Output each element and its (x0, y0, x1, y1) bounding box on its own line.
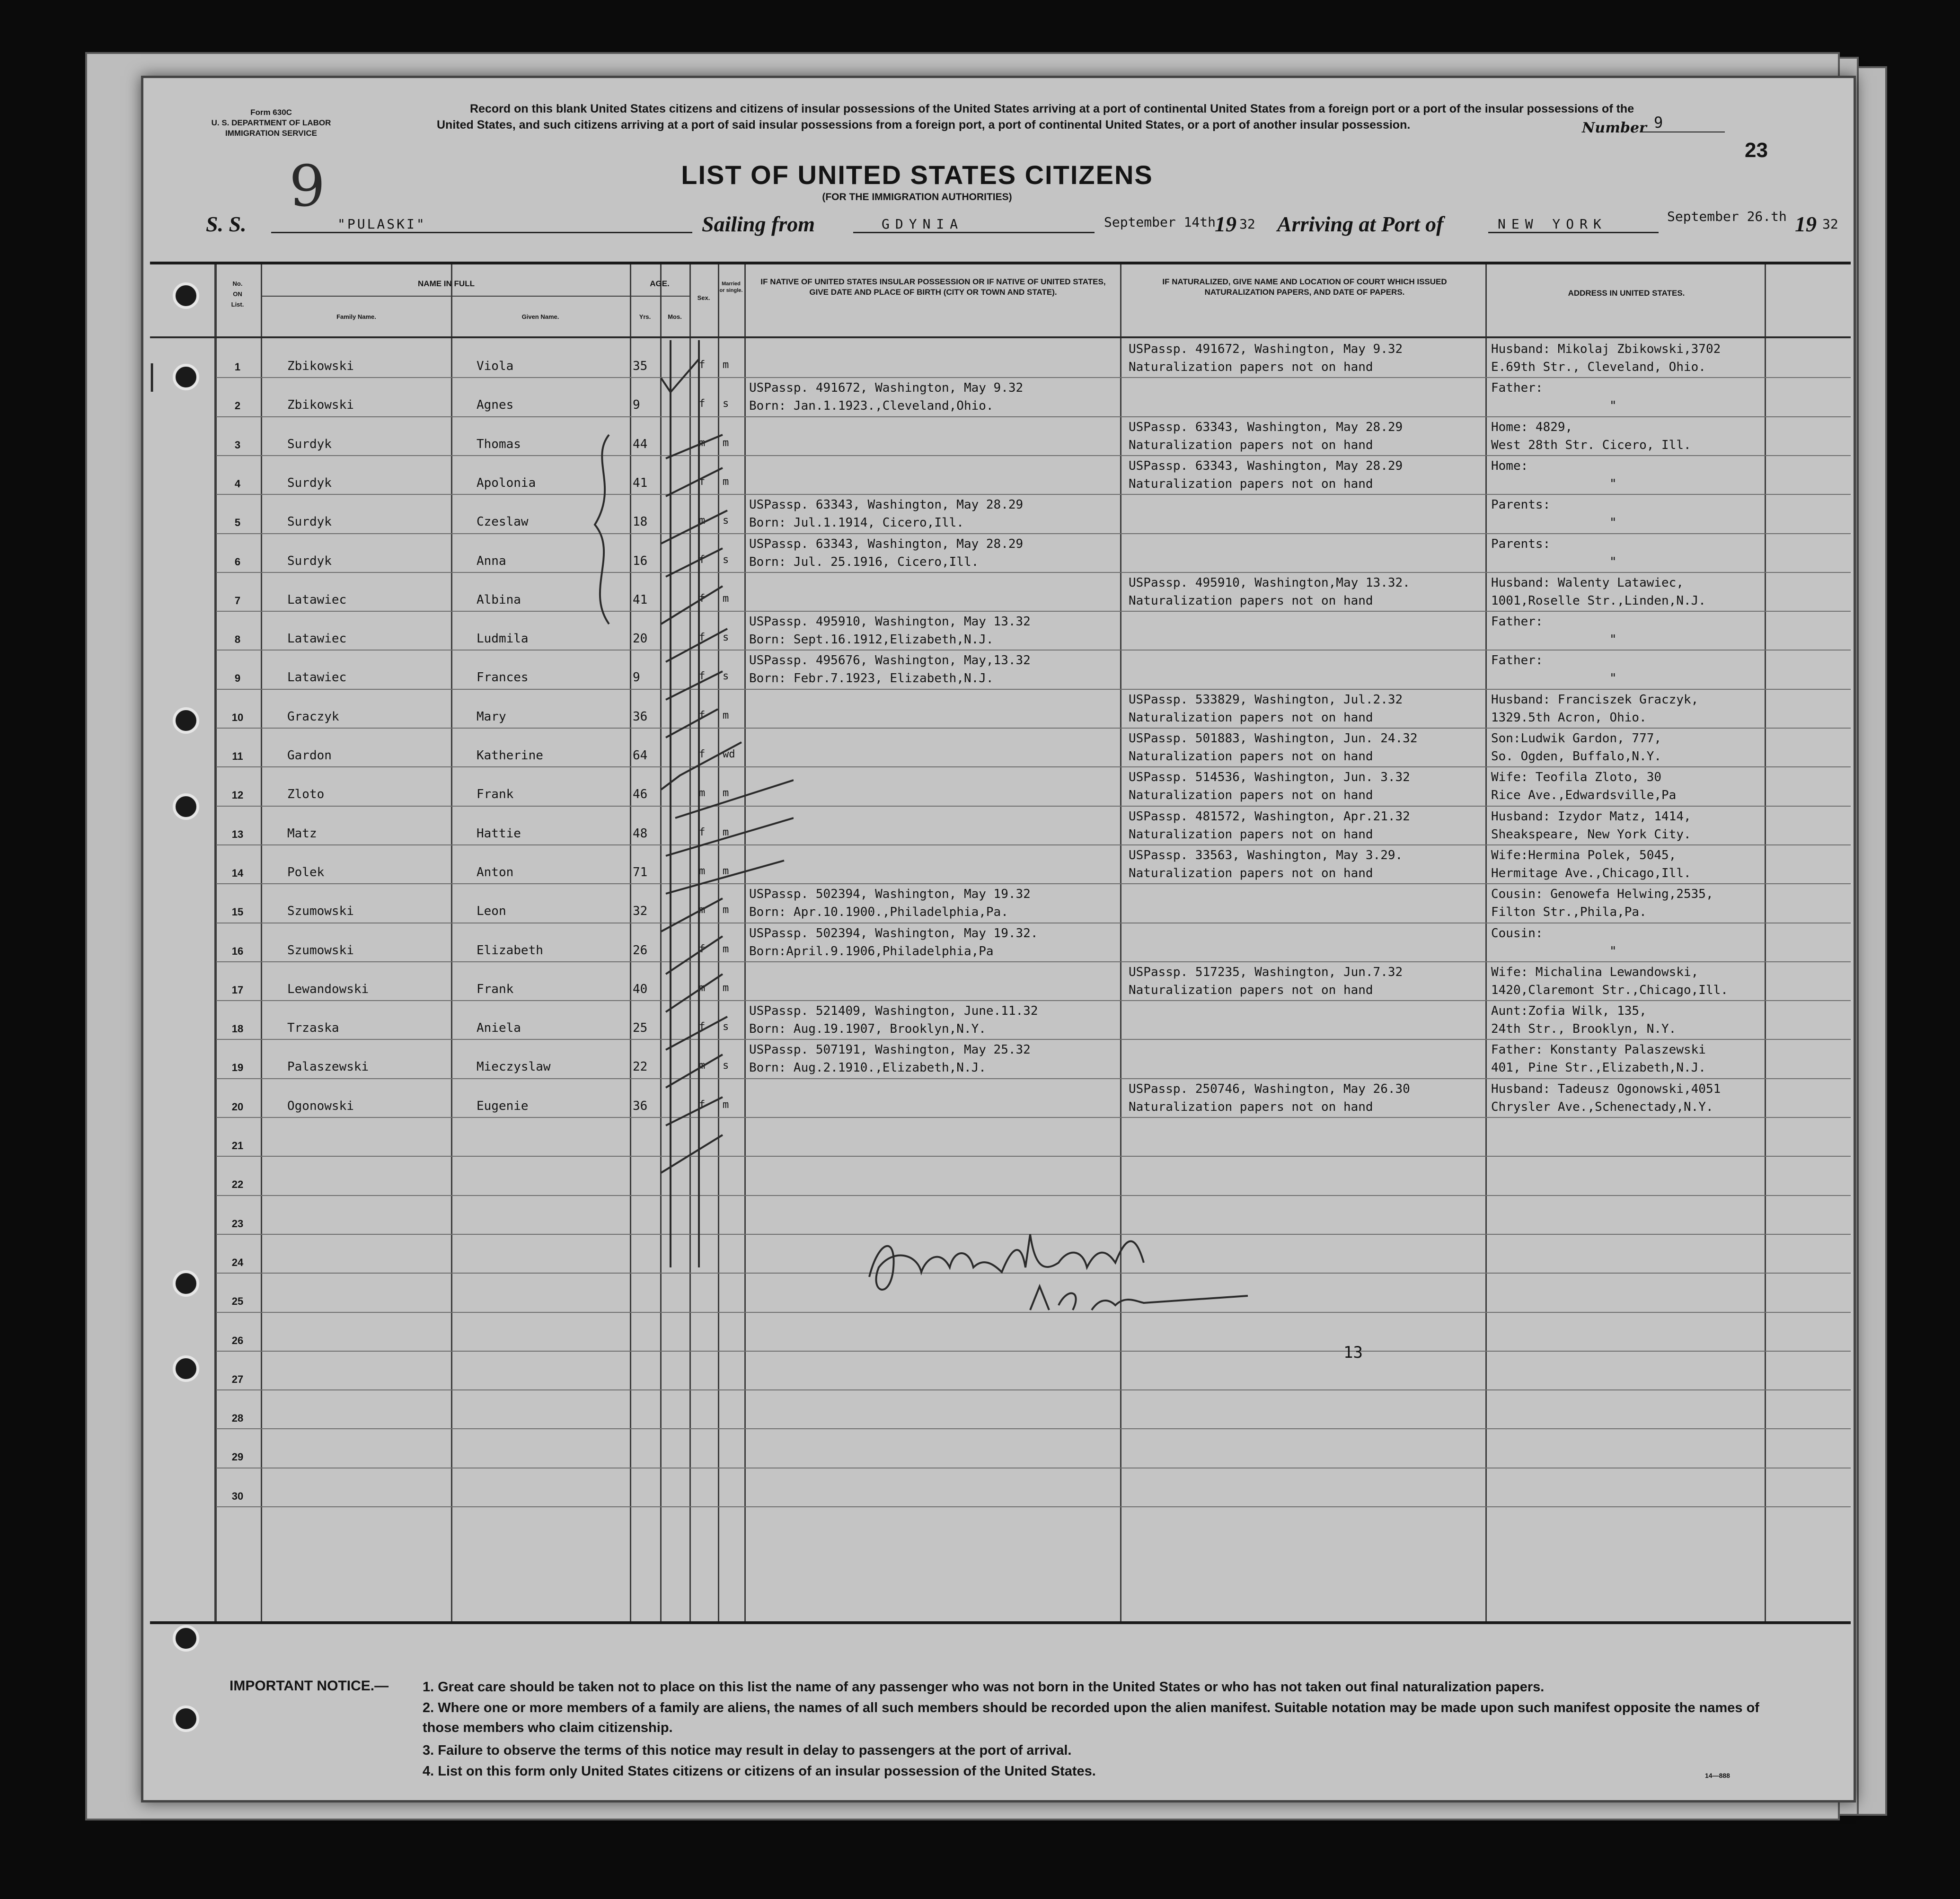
row-divider (216, 572, 1851, 573)
naturalization-cell: Naturalization papers not on hand (1129, 360, 1373, 374)
age-cell: 25 (633, 1021, 648, 1036)
row-divider (216, 961, 1851, 962)
age-cell: 40 (633, 982, 648, 996)
given-name-cell: Thomas (477, 437, 521, 451)
form-instructions: Record on this blank United States citizens and citizens of insular possessions of the United States arriving at a port of continental United States from a foreign port or a port of the insular possessions of the United States, and such citizens arriving at a port of said insular possessions from a foreign port, a port of continental United States, or a port of another insular possession. (437, 102, 1634, 132)
age-cell: 22 (633, 1060, 648, 1074)
naturalization-cell: Naturalization papers not on hand (1129, 827, 1373, 842)
sex-cell: m (699, 982, 706, 994)
given-name-cell: Mary (477, 709, 506, 724)
row-divider (216, 1389, 1851, 1390)
service-name: IMMIGRATION SERVICE (225, 129, 317, 138)
header-married-or-single: Married or single. (719, 281, 743, 293)
marital-status-cell: s (723, 398, 729, 410)
birth-info-cell: Born: Sept.16.1912,Elizabeth,N.J. (749, 633, 994, 647)
sex-cell: f (699, 554, 706, 566)
address-cell: Cousin: Genowefa Helwing,2535, (1491, 887, 1713, 902)
naturalization-cell: Naturalization papers not on hand (1129, 710, 1373, 725)
birth-info-cell: Born: Jul.1.1914, Cicero,Ill. (749, 516, 964, 530)
row-divider (216, 494, 1851, 495)
address-cell: Wife: Michalina Lewandowski, (1491, 965, 1699, 979)
birth-info-cell: USPassp. 521409, Washington, June.11.32 (749, 1004, 1038, 1019)
row-divider (216, 1156, 1851, 1157)
address-cell: 1329.5th Acron, Ohio. (1491, 710, 1647, 725)
age-cell: 35 (633, 359, 648, 373)
given-name-cell: Frances (477, 670, 529, 685)
marital-status-cell: m (723, 359, 729, 371)
address-cell: Chrysler Ave.,Schenectady,N.Y. (1491, 1099, 1713, 1114)
birth-info-cell: USPassp. 63343, Washington, May 28.29 (749, 498, 1024, 512)
row-number: 27 (231, 1373, 244, 1385)
sex-cell: f (699, 398, 706, 410)
age-cell: 36 (633, 709, 648, 724)
naturalization-cell: USPassp. 481572, Washington, Apr.21.32 (1129, 809, 1410, 824)
family-name-cell: Surdyk (287, 475, 332, 490)
marital-status-cell: s (723, 632, 729, 644)
row-number: 18 (231, 1023, 244, 1035)
age-cell: 41 (633, 592, 648, 607)
sailing-year-prefix: 19 (1215, 212, 1236, 236)
birth-info-cell: Born: Apr.10.1900.,Philadelphia,Pa. (749, 905, 1008, 920)
row-divider (216, 377, 1851, 378)
form-identifier (200, 107, 342, 139)
row-divider (216, 883, 1851, 884)
address-cell: Wife:Hermina Polek, 5045, (1491, 848, 1677, 862)
number-label: Number (1582, 120, 1647, 136)
address-cell: Rice Ave.,Edwardsville,Pa (1491, 788, 1677, 803)
row-number: 22 (231, 1178, 244, 1191)
page-number: 23 (1745, 139, 1768, 162)
address-cell: Parents: (1491, 498, 1551, 512)
given-name-cell: Ludmila (477, 632, 529, 646)
marital-status-cell: m (723, 943, 729, 955)
row-number: 11 (232, 750, 243, 762)
given-name-cell: Leon (477, 904, 506, 919)
address-cell: 24th Str., Brooklyn, N.Y. (1491, 1022, 1677, 1037)
header-mos: Mos. (668, 313, 682, 320)
age-cell: 41 (633, 475, 648, 490)
marital-status-cell: m (723, 709, 729, 721)
sex-cell: f (699, 748, 706, 760)
address-cell: Filton Str.,Phila,Pa. (1491, 905, 1647, 920)
age-cell: 26 (633, 943, 648, 958)
row-number: 12 (231, 789, 244, 801)
naturalization-cell: USPassp. 63343, Washington, May 28.29 (1129, 458, 1403, 473)
address-cell: Husband: Izydor Matz, 1414, (1491, 809, 1691, 824)
important-notice-label: IMPORTANT NOTICE.— (230, 1678, 389, 1694)
row-number: 19 (231, 1062, 244, 1074)
family-name-cell: Surdyk (287, 515, 332, 529)
sex-cell: m (699, 1060, 706, 1072)
row-number: 23 (231, 1217, 244, 1230)
address-cell: 401, Pine Str.,Elizabeth,N.J. (1491, 1061, 1706, 1075)
birth-info-cell: Born:April.9.1906,Philadelphia,Pa (749, 944, 994, 958)
given-name-cell: Elizabeth (477, 943, 543, 958)
naturalization-cell: Naturalization papers not on hand (1129, 788, 1373, 803)
given-name-cell: Katherine (477, 748, 543, 763)
row-number: 16 (231, 945, 244, 957)
given-name-cell: Anton (477, 865, 514, 879)
row-number: 17 (231, 984, 244, 996)
sex-cell: f (699, 670, 706, 683)
address-cell: Husband: Mikolaj Zbikowski,3702 (1491, 342, 1721, 356)
given-name-cell: Frank (477, 787, 514, 802)
manifest-page (141, 76, 1856, 1802)
row-number: 10 (231, 711, 244, 723)
notice-item-1: 1. Great care should be taken not to place on this list the name of any passenger who was not born in the United States or who has not taken out final naturalization papers. (423, 1679, 1545, 1695)
sex-cell: f (699, 826, 706, 838)
handwritten-list-number: 9 (289, 154, 326, 220)
header-yrs: Yrs. (639, 313, 651, 320)
sailing-year: 32 (1239, 216, 1255, 232)
age-cell: 32 (633, 904, 648, 919)
row-divider (216, 1000, 1851, 1001)
department-name: U. S. DEPARTMENT OF LABOR (211, 118, 331, 127)
address-cell: " (1609, 554, 1617, 569)
given-name-cell: Hattie (477, 826, 521, 841)
sailing-date: September 14th (1104, 214, 1216, 230)
address-cell: Husband: Tadeusz Ogonowski,4051 (1491, 1081, 1721, 1096)
marital-status-cell: m (723, 475, 729, 488)
age-cell: 64 (633, 748, 648, 763)
sex-cell: f (699, 359, 706, 371)
family-name-cell: Trzaska (287, 1021, 339, 1036)
header-age: AGE. (650, 279, 670, 288)
address-cell: Hermitage Ave.,Chicago,Ill. (1491, 866, 1691, 880)
marital-status-cell: wd (723, 748, 735, 760)
sex-cell: m (699, 904, 706, 916)
address-cell: " (1609, 399, 1617, 413)
row-divider (216, 766, 1851, 767)
address-cell: E.69th Str., Cleveland, Ohio. (1491, 360, 1706, 374)
marital-status-cell: s (723, 670, 729, 683)
row-number: 1 (234, 361, 241, 373)
passenger-table (147, 262, 1851, 1624)
naturalization-cell: USPassp. 517235, Washington, Jun.7.32 (1129, 965, 1403, 979)
binder-hole (173, 1625, 199, 1652)
address-cell: West 28th Str. Cicero, Ill. (1491, 438, 1691, 452)
header-naturalization: IF NATURALIZED, GIVE NAME AND LOCATION OF COURT WHICH ISSUED NATURALIZATION PAPERS, AND DATE OF PAPERS. (1162, 277, 1447, 297)
address-cell: Home: (1491, 458, 1528, 473)
address-cell: " (1609, 516, 1617, 530)
family-name-cell: Palaszewski (287, 1060, 369, 1074)
stray-mark: 13 (1343, 1343, 1363, 1362)
row-number: 28 (231, 1412, 244, 1424)
family-name-cell: Surdyk (287, 554, 332, 568)
birth-info-cell: Born: Aug.19.1907, Brooklyn,N.Y. (749, 1022, 986, 1037)
sex-cell: m (699, 437, 706, 449)
family-name-cell: Lewandowski (287, 982, 369, 996)
row-number: 14 (231, 867, 244, 879)
age-cell: 44 (633, 437, 648, 451)
sex-cell: f (699, 632, 706, 644)
row-divider (216, 1195, 1851, 1196)
address-cell: Husband: Walenty Latawiec, (1491, 575, 1684, 590)
notice-item-2: 2. Where one or more members of a family are aliens, the names of all such members should be recorded upon the alien manifest. Suitable notation may be made upon such manifest opposite the names of those members who claim citizenship. (423, 1700, 1759, 1735)
naturalization-cell: USPassp. 501883, Washington, Jun. 24.32 (1129, 731, 1418, 746)
row-number: 24 (231, 1256, 244, 1268)
sex-cell: f (699, 943, 706, 955)
family-name-cell: Gardon (287, 748, 332, 763)
arrival-port: NEW YORK (1488, 216, 1659, 233)
page-subtitle: (FOR THE IMMIGRATION AUTHORITIES) (822, 192, 1012, 202)
naturalization-cell: USPassp. 63343, Washington, May 28.29 (1129, 420, 1403, 434)
given-name-cell: Eugenie (477, 1099, 529, 1113)
address-cell: " (1609, 633, 1617, 647)
marital-status-cell: m (723, 982, 729, 994)
naturalization-cell: Naturalization papers not on hand (1129, 438, 1373, 452)
naturalization-cell: USPassp. 514536, Washington, Jun. 3.32 (1129, 770, 1410, 785)
naturalization-cell: Naturalization papers not on hand (1129, 866, 1373, 880)
address-cell: Father: Konstanty Palaszewski (1491, 1043, 1706, 1057)
sex-cell: m (699, 515, 706, 527)
address-cell: 1001,Roselle Str.,Linden,N.J. (1491, 593, 1706, 608)
row-number: 13 (231, 828, 244, 840)
row-divider (216, 728, 1851, 729)
family-name-cell: Latawiec (287, 592, 347, 607)
header-given-name: Given Name. (521, 313, 559, 320)
sex-cell: f (699, 709, 706, 721)
sex-cell: m (699, 865, 706, 877)
handwritten-brace (576, 430, 633, 629)
family-name-cell: Graczyk (287, 709, 339, 724)
family-name-cell: Latawiec (287, 632, 347, 646)
naturalization-cell: USPassp. 33563, Washington, May 3.29. (1129, 848, 1403, 862)
family-name-cell: Latawiec (287, 670, 347, 685)
row-divider (216, 689, 1851, 690)
form-number: Form 630C (250, 108, 292, 117)
family-name-cell: Surdyk (287, 437, 332, 451)
row-divider (216, 650, 1851, 651)
address-cell: Cousin: (1491, 926, 1543, 941)
row-divider (216, 1117, 1851, 1118)
age-cell: 36 (633, 1099, 648, 1113)
birth-info-cell: USPassp. 502394, Washington, May 19.32. (749, 926, 1038, 941)
row-number: 8 (234, 633, 241, 646)
sex-cell: f (699, 1021, 706, 1033)
header-family-name: Family Name. (336, 313, 376, 320)
row-number: 30 (231, 1490, 244, 1502)
given-name-cell: Agnes (477, 398, 514, 413)
sailing-label: Sailing from (702, 212, 815, 236)
birth-info-cell: USPassp. 491672, Washington, May 9.32 (749, 381, 1024, 396)
header-sex: Sex. (697, 294, 710, 301)
marital-status-cell: m (723, 1099, 729, 1111)
sex-cell: f (699, 592, 706, 605)
header-name-in-full: NAME IN FULL (418, 279, 475, 288)
header-address: ADDRESS IN UNITED STATES. (1568, 289, 1685, 298)
ship-name: "PULASKI" (271, 216, 692, 233)
row-number: 15 (231, 906, 244, 918)
sex-cell: f (699, 1099, 706, 1111)
marital-status-cell: m (723, 787, 729, 800)
row-divider (216, 455, 1851, 456)
row-number: 7 (234, 594, 241, 607)
row-divider (216, 806, 1851, 807)
given-name-cell: Albina (477, 592, 521, 607)
row-number: 5 (234, 517, 241, 529)
row-divider (216, 1351, 1851, 1352)
marital-status-cell: s (723, 1021, 729, 1033)
row-number: 26 (231, 1334, 244, 1346)
marital-status-cell: m (723, 826, 729, 838)
handwritten-check-marks (652, 340, 794, 1267)
naturalization-cell: Naturalization papers not on hand (1129, 983, 1373, 997)
naturalization-cell: USPassp. 250746, Washington, May 26.30 (1129, 1081, 1410, 1096)
birth-info-cell: USPassp. 495910, Washington, May 13.32 (749, 615, 1031, 629)
naturalization-cell: Naturalization papers not on hand (1129, 1099, 1373, 1114)
birth-info-cell: USPassp. 502394, Washington, May 19.32 (749, 887, 1031, 902)
address-cell: So. Ogden, Buffalo,N.Y. (1491, 749, 1662, 764)
form-code: 14—888 (1705, 1772, 1730, 1779)
row-number: 9 (234, 672, 241, 685)
sex-cell: m (699, 787, 706, 800)
given-name-cell: Apolonia (477, 475, 536, 490)
family-name-cell: Zloto (287, 787, 325, 802)
marital-status-cell: m (723, 437, 729, 449)
sailing-port: GDYNIA (853, 216, 1095, 233)
row-divider (216, 1039, 1851, 1040)
age-cell: 20 (633, 632, 648, 646)
address-cell: Sheakspeare, New York City. (1491, 827, 1691, 842)
marital-status-cell: s (723, 554, 729, 566)
marital-status-cell: m (723, 592, 729, 605)
row-number: 6 (234, 555, 241, 568)
marital-status-cell: m (723, 865, 729, 877)
given-name-cell: Viola (477, 359, 514, 373)
row-number: 3 (234, 439, 241, 451)
naturalization-cell: Naturalization papers not on hand (1129, 593, 1373, 608)
address-cell: Son:Ludwik Gardon, 777, (1491, 731, 1662, 746)
arriving-label: Arriving at Port of (1277, 212, 1444, 236)
row-divider (216, 844, 1851, 845)
address-cell: Father: (1491, 381, 1543, 396)
address-cell: " (1609, 671, 1617, 686)
header-birth-info: IF NATIVE OF UNITED STATES INSULAR POSSESSION OR IF NATIVE OF UNITED STATES, GIVE DATE AND PLACE OF BIRTH (CITY OR TOWN AND STATE). (760, 277, 1106, 297)
row-number: 2 (234, 400, 241, 412)
arrival-date: September 26.th (1667, 209, 1787, 224)
row-divider (216, 1078, 1851, 1079)
family-name-cell: Zbikowski (287, 398, 354, 413)
address-cell: Father: (1491, 653, 1543, 668)
naturalization-cell: USPassp. 533829, Washington, Jul.2.32 (1129, 692, 1403, 707)
notice-item-3: 3. Failure to observe the terms of this notice may result in delay to passengers at the port of arrival. (423, 1743, 1072, 1758)
naturalization-cell: USPassp. 491672, Washington, May 9.32 (1129, 342, 1403, 356)
address-cell: Home: 4829, (1491, 420, 1573, 434)
naturalization-cell: Naturalization papers not on hand (1129, 476, 1373, 491)
row-number: 20 (231, 1100, 244, 1113)
age-cell: 9 (633, 398, 640, 413)
address-cell: Father: (1491, 615, 1543, 629)
ss-label: S. S. (206, 212, 247, 236)
row-divider (216, 533, 1851, 534)
address-cell: Parents: (1491, 536, 1551, 551)
row-number: 4 (234, 477, 241, 490)
age-cell: 18 (633, 515, 648, 529)
page-title: LIST OF UNITED STATES CITIZENS (681, 160, 1153, 190)
family-name-cell: Szumowski (287, 943, 354, 958)
given-name-cell: Aniela (477, 1021, 521, 1036)
address-cell: 1420,Claremont Str.,Chicago,Ill. (1491, 983, 1728, 997)
row-number: 25 (231, 1295, 244, 1308)
marital-status-cell: s (723, 515, 729, 527)
birth-info-cell: USPassp. 507191, Washington, May 25.32 (749, 1043, 1031, 1057)
birth-info-cell: Born: Jan.1.1923.,Cleveland,Ohio. (749, 399, 994, 413)
address-cell: Aunt:Zofia Wilk, 135, (1491, 1004, 1647, 1019)
family-name-cell: Ogonowski (287, 1099, 354, 1113)
header-no-on-list: No. ON List. (231, 280, 244, 308)
birth-info-cell: Born: Jul. 25.1916, Cicero,Ill. (749, 554, 979, 569)
sex-cell: f (699, 475, 706, 488)
age-cell: 9 (633, 670, 640, 685)
family-name-cell: Zbikowski (287, 359, 354, 373)
arrival-year-prefix: 19 (1795, 212, 1817, 236)
birth-info-cell: Born: Aug.2.1910.,Elizabeth,N.J. (749, 1061, 986, 1075)
address-cell: Husband: Franciszek Graczyk, (1491, 692, 1699, 707)
row-number: 29 (231, 1451, 244, 1463)
naturalization-cell: USPassp. 495910, Washington,May 13.32. (1129, 575, 1410, 590)
address-cell: " (1609, 944, 1617, 958)
row-divider (216, 1506, 1851, 1507)
family-name-cell: Szumowski (287, 904, 354, 919)
birth-info-cell: USPassp. 63343, Washington, May 28.29 (749, 536, 1024, 551)
address-cell: Wife: Teofila Zloto, 30 (1491, 770, 1662, 785)
age-cell: 46 (633, 787, 648, 802)
handwritten-mark: | (147, 359, 157, 392)
given-name-cell: Anna (477, 554, 506, 568)
marital-status-cell: s (723, 1060, 729, 1072)
inspector-signature (860, 1220, 1257, 1324)
given-name-cell: Czeslaw (477, 515, 529, 529)
binder-hole (173, 1706, 199, 1732)
list-number-value: 9 (1640, 114, 1725, 132)
address-cell: " (1609, 476, 1617, 491)
given-name-cell: Frank (477, 982, 514, 996)
age-cell: 71 (633, 865, 648, 879)
family-name-cell: Polek (287, 865, 325, 879)
notice-item-4: 4. List on this form only United States citizens or citizens of an insular possession of the United States. (423, 1764, 1096, 1779)
given-name-cell: Mieczyslaw (477, 1060, 551, 1074)
row-divider (216, 416, 1851, 417)
row-divider (216, 611, 1851, 612)
birth-info-cell: USPassp. 495676, Washington, May,13.32 (749, 653, 1031, 668)
naturalization-cell: Naturalization papers not on hand (1129, 749, 1373, 764)
arrival-year: 32 (1822, 216, 1838, 232)
birth-info-cell: Born: Febr.7.1923, Elizabeth,N.J. (749, 671, 994, 686)
family-name-cell: Matz (287, 826, 317, 841)
age-cell: 48 (633, 826, 648, 841)
row-number: 21 (231, 1140, 244, 1152)
age-cell: 16 (633, 554, 648, 568)
marital-status-cell: m (723, 904, 729, 916)
row-divider (216, 1428, 1851, 1429)
